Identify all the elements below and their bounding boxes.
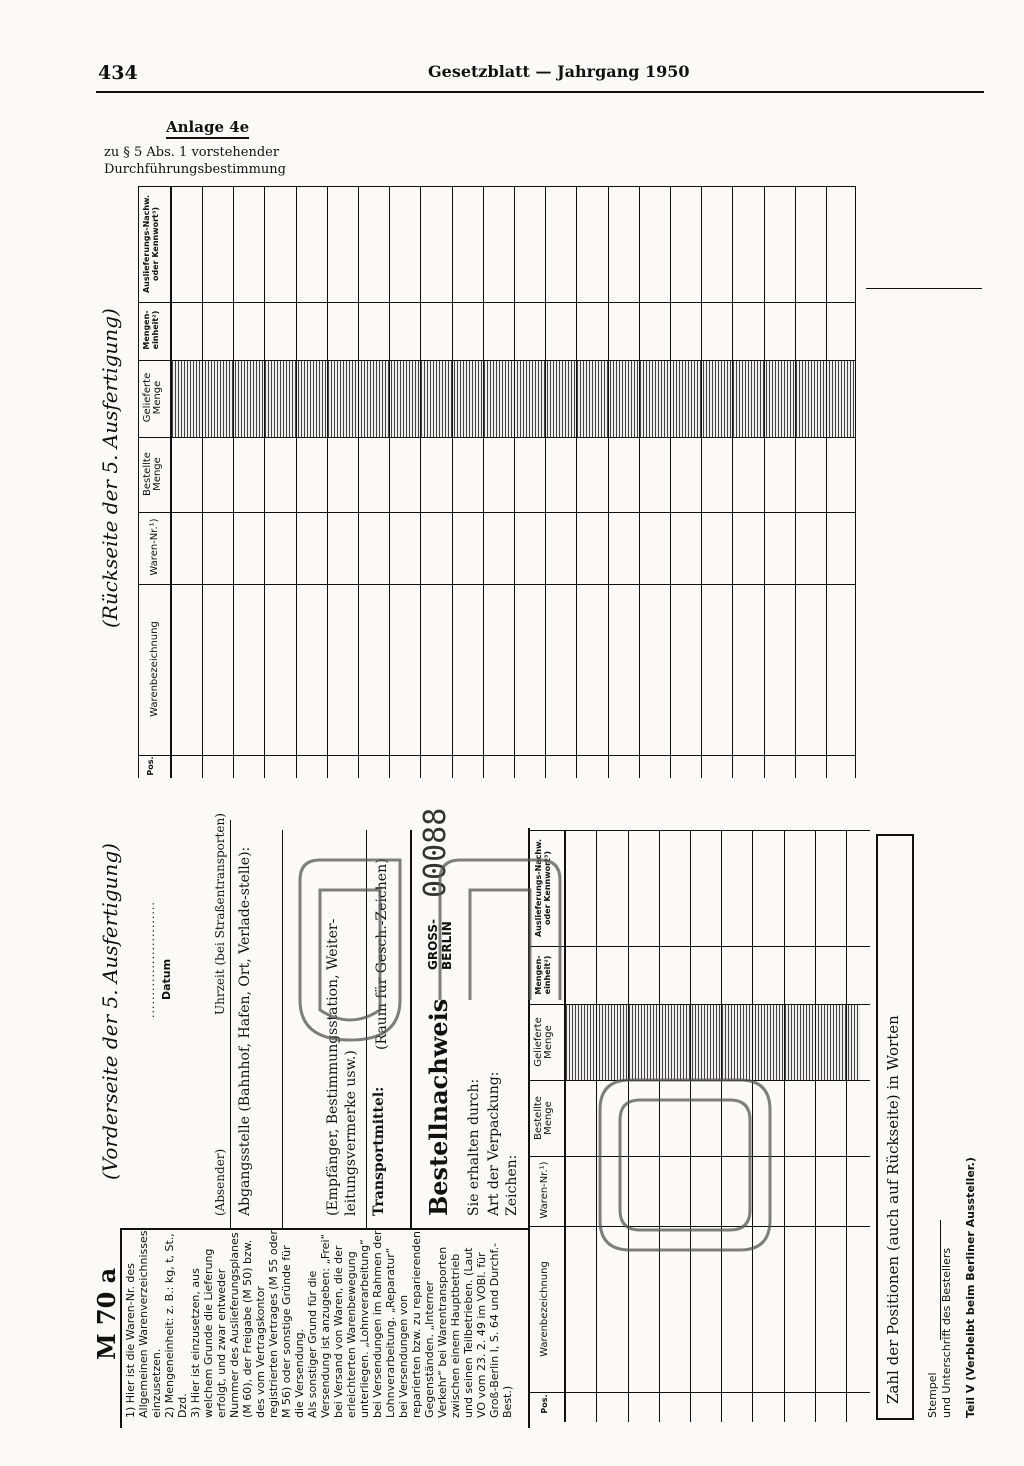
back-col-bestellte-menge: Bestellte Menge xyxy=(142,452,163,496)
back-side-title: (Rückseite der 5. Ausfertigung) xyxy=(98,308,122,628)
appendix-ref-line2: Durchführungsbestimmung xyxy=(104,162,286,177)
front-col-warenbezeichnung: Warenbezeichnung xyxy=(539,1261,550,1357)
back-col-mengeneinheit: Mengen-einheit²) xyxy=(142,310,160,350)
doc-title: Bestellnachweis xyxy=(424,998,453,1216)
raum-label: (Raum für Gesch.-Zeichen) xyxy=(374,858,390,1050)
back-col-auslieferungs-nachw: Auslieferungs-Nachw. oder Kennwort³) xyxy=(142,194,160,294)
form-code: M 70 a xyxy=(92,1267,121,1360)
absender-label: (Absender) xyxy=(213,1148,227,1216)
verpackung-label: Art der Verpackung: xyxy=(486,1071,502,1216)
appendix-ref-line1: zu § 5 Abs. 1 vorstehender xyxy=(104,145,280,160)
footnote-3-cont: Als sonstiger Grund für die Versendung ist anzugeben: „Frei“ bei Versand von Waren, die der erleichterten Warenbewegung unterliegen. „Lohnverarbeitung“ bei Versendungen im Rahmen der Lohnverarbeitung. „Reparatur“ bei Versendungen von reparierten bzw. zu reparierenden Gegenständen. „Interner Verkehr“ bei Warentransporten zwischen einem Hauptbetrieb und seinen Teilbetrieben. (Laut VO vom 23. 2. 49 im VOBl. für Groß-Berlin I, S. 64 und Durchf.-Best.) xyxy=(306,1230,514,1418)
teil-v-label: Teil V (Verbleibt beim Berliner Aussteller.) xyxy=(964,1157,977,1418)
serial-number: 00088 xyxy=(418,807,453,898)
empfaenger-label: (Empfänger, Bestimmungsstation, Weiter-leitungsvermerke usw.) xyxy=(325,918,359,1216)
uhrzeit-label: Uhrzeit (bei Straßentransporten) xyxy=(213,813,227,1015)
zeichen-label: Zeichen: xyxy=(504,1154,520,1216)
back-col-warenbezeichnung: Warenbezeichnung xyxy=(149,621,160,717)
positions-label: Zahl der Positionen (auch auf Rückseite) in Worten xyxy=(884,1015,902,1404)
erhalten-label: Sie erhalten durch: xyxy=(466,1078,482,1216)
front-col-auslieferungs-nachw: Auslieferungs-Nachw. oder Kennwort³) xyxy=(534,838,552,938)
running-title: Gesetzblatt — Jahrgang 1950 xyxy=(428,62,690,81)
footnote-2: 2) Mengeneinheit: z. B.: kg, t, St., Dzd. xyxy=(163,1233,189,1418)
stempel-label: Stempel xyxy=(926,1372,939,1418)
front-col-mengeneinheit: Mengen-einheit²) xyxy=(534,955,552,995)
transportmittel-label: Transportmittel: xyxy=(371,1086,387,1216)
datum-label: Datum xyxy=(160,958,173,1000)
back-col-gelieferte-menge: Gelieferte Menge xyxy=(142,372,163,423)
back-col-pos: Pos. xyxy=(146,756,155,776)
abgangsstelle-label: Abgangsstelle (Bahnhof, Hafen, Ort, Verlade-stelle): xyxy=(237,846,253,1216)
appendix-title: Anlage 4e xyxy=(166,118,249,139)
front-col-gelieferte-menge: Gelieferte Menge xyxy=(533,1017,554,1067)
front-col-waren-nr: Waren-Nr.¹) xyxy=(539,1161,550,1219)
front-col-bestellte-menge: Bestellte Menge xyxy=(533,1096,554,1140)
datum-dots: .......................... xyxy=(144,901,157,1018)
front-col-pos: Pos. xyxy=(540,1394,549,1414)
region-text: GROSS-BERLIN xyxy=(426,918,454,970)
footnote-3: 3) Hier ist einzusetzen, aus welchem Grunde die Lieferung erfolgt, und zwar entweder Nummer des Auslieferungsplanes (M 60), der Freigabe (M 50) bzw. des vom Vertragskontor registrierten Vertrages (M 55 oder M 56) oder sonstige Gründe für die Versendung. xyxy=(189,1230,306,1418)
unterschrift-label: und Unterschrift des Bestellers xyxy=(940,1247,953,1418)
page-number: 434 xyxy=(98,62,138,84)
back-col-waren-nr: Waren-Nr.¹) xyxy=(149,518,160,576)
front-side-title: (Vorderseite der 5. Ausfertigung) xyxy=(98,843,122,1180)
footnote-1: 1) Hier ist die Waren-Nr. des Allgemeinen Warenverzeichnisses einzusetzen. xyxy=(124,1230,163,1418)
